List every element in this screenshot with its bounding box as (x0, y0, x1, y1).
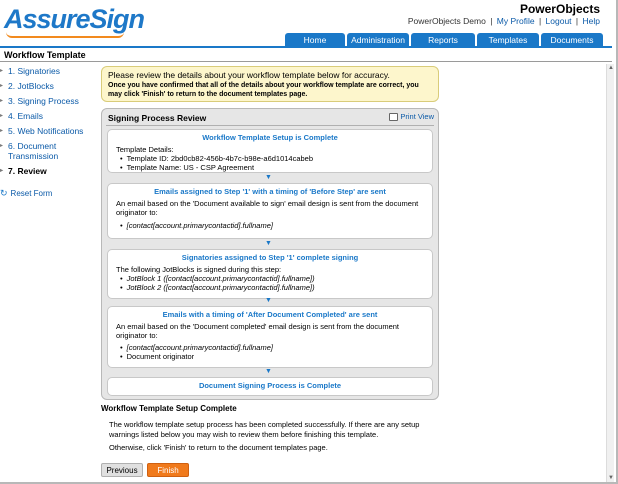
tab-administration[interactable]: Administration (347, 33, 409, 47)
printer-icon (389, 113, 398, 121)
step-setup-complete (107, 129, 433, 173)
logo-text: AssureSign (4, 4, 145, 34)
chevron-right-icon: ▸ (0, 143, 4, 149)
sidebar-item-jotblocks[interactable] (0, 81, 96, 91)
arrow-down-icon: ▼ (265, 174, 272, 181)
logo-swoosh (6, 32, 124, 38)
step-bullets (120, 343, 424, 361)
recipient: • Document originator (120, 352, 424, 361)
print-view-label: Print View (400, 112, 434, 121)
arrow-down-icon: ▼ (265, 368, 272, 375)
sidebar (0, 66, 96, 199)
sidebar-item-review[interactable] (0, 166, 96, 176)
sidebar-item-signing-process[interactable] (0, 96, 96, 106)
sidebar-item-emails[interactable] (0, 111, 96, 121)
sidebar-item-web-notifications[interactable] (0, 126, 96, 136)
separator: | (490, 16, 493, 26)
main-nav (285, 33, 605, 47)
assuresign-logo (4, 4, 154, 38)
tab-documents[interactable]: Documents (541, 33, 603, 47)
step-bullets (120, 274, 424, 292)
sidebar-item-signatories[interactable] (0, 66, 96, 76)
recipient: • [contact[account.primarycontactid].fullname] (120, 221, 424, 230)
completion-paragraph-2: Otherwise, click 'Finish' to return to the document templates page. (109, 443, 328, 452)
review-divider (106, 125, 434, 126)
finish-button[interactable]: Finish (147, 463, 189, 477)
notice-line1: Please review the details about your workflow template below for accuracy. (108, 70, 390, 80)
page-title: Workflow Template (4, 50, 86, 60)
step-heading: Document Signing Process is Complete (198, 381, 342, 390)
step-bullets (120, 154, 424, 172)
tab-templates[interactable]: Templates (477, 33, 539, 47)
account-name: PowerObjects Demo (407, 16, 486, 26)
vertical-scrollbar[interactable] (606, 64, 614, 482)
scroll-down-icon[interactable]: ▼ (608, 475, 614, 481)
jotblock-1: • JotBlock 1 ([contact[account.primarycontactid].fullname]) (120, 274, 424, 283)
help-link[interactable]: Help (582, 16, 600, 26)
separator: | (538, 16, 542, 26)
sidebar-item-label: 2. JotBlocks (8, 81, 54, 91)
arrow-down-icon: ▼ (265, 297, 272, 304)
sidebar-item-label: 5. Web Notifications (8, 126, 84, 136)
step-text: The following JotBlocks is signed during this step: (116, 265, 282, 274)
step-emails-before (107, 183, 433, 239)
step-signatories-sign (107, 249, 433, 299)
step-text: An email based on the 'Document available to sign' email design is sent from the document originator to: (116, 199, 419, 217)
tab-reports[interactable]: Reports (411, 33, 475, 47)
reset-icon: ↻ (0, 188, 8, 198)
chevron-right-icon: ▸ (0, 113, 4, 119)
nav-bar (0, 46, 612, 48)
reset-form-label: Reset Form (10, 189, 53, 198)
template-name: • Template Name: US - CSP Agreement (120, 163, 424, 172)
step-emails-after (107, 306, 433, 368)
review-title: Signing Process Review (108, 113, 207, 123)
chevron-right-icon: ▸ (0, 168, 4, 174)
separator: | (575, 16, 579, 26)
step-process-complete (107, 377, 433, 396)
sidebar-item-label: 4. Emails (8, 111, 43, 121)
chevron-right-icon: ▸ (0, 68, 4, 74)
step-text: An email based on the 'Document completed' email design is sent from the document originator to: (116, 322, 400, 340)
previous-button[interactable]: Previous (101, 463, 143, 477)
chevron-right-icon: ▸ (0, 98, 4, 104)
user-links (408, 16, 600, 26)
notice-line2: Once you have confirmed that all of the details about your workflow template are correct, you may click 'Finish' to return to the document templates page. (108, 82, 419, 98)
step-heading: Signatories assigned to Step '1' complete signing (181, 253, 359, 262)
scroll-up-icon[interactable]: ▲ (608, 65, 614, 71)
arrow-down-icon: ▼ (265, 240, 272, 247)
print-view-link[interactable] (389, 112, 434, 121)
step-bullets (120, 221, 424, 230)
template-id: • Template ID: 2bd0cb82-456b-4b7c-b98e-a6d1014cabeb (120, 154, 424, 163)
step-heading: Workflow Template Setup is Complete (202, 133, 338, 142)
sidebar-item-label: 7. Review (8, 166, 47, 176)
my-profile-link[interactable]: My Profile (496, 16, 535, 26)
step-heading: Emails with a timing of 'After Document Completed' are sent (162, 310, 378, 319)
sidebar-item-document-transmission[interactable] (0, 141, 96, 161)
sidebar-item-label: 6. Document Transmission (8, 141, 59, 161)
sidebar-item-label: 3. Signing Process (8, 96, 79, 106)
sidebar-item-label: 1. Signatories (8, 66, 60, 76)
company-name: PowerObjects (519, 2, 600, 16)
jotblock-2: • JotBlock 2 ([contact[account.primarycontactid].fullname]) (120, 283, 424, 292)
recipient: • [contact[account.primarycontactid].fullname] (120, 343, 424, 352)
signing-process-review-panel (101, 108, 439, 400)
tab-home[interactable]: Home (285, 33, 345, 47)
chevron-right-icon: ▸ (0, 128, 4, 134)
title-divider (0, 61, 612, 62)
reset-form-link[interactable] (0, 188, 96, 199)
step-heading: Emails assigned to Step '1' with a timing of 'Before Step' are sent (154, 187, 386, 196)
completion-paragraph-1: The workflow template setup process has been completed successfully. If there are any setup warnings listed below you may wish to review them before finishing this template. (109, 420, 420, 439)
completion-title: Workflow Template Setup Complete (101, 404, 237, 413)
logout-link[interactable]: Logout (545, 16, 572, 26)
chevron-right-icon: ▸ (0, 83, 4, 89)
review-notice (101, 66, 439, 102)
step-text: Template Details: (116, 145, 174, 154)
